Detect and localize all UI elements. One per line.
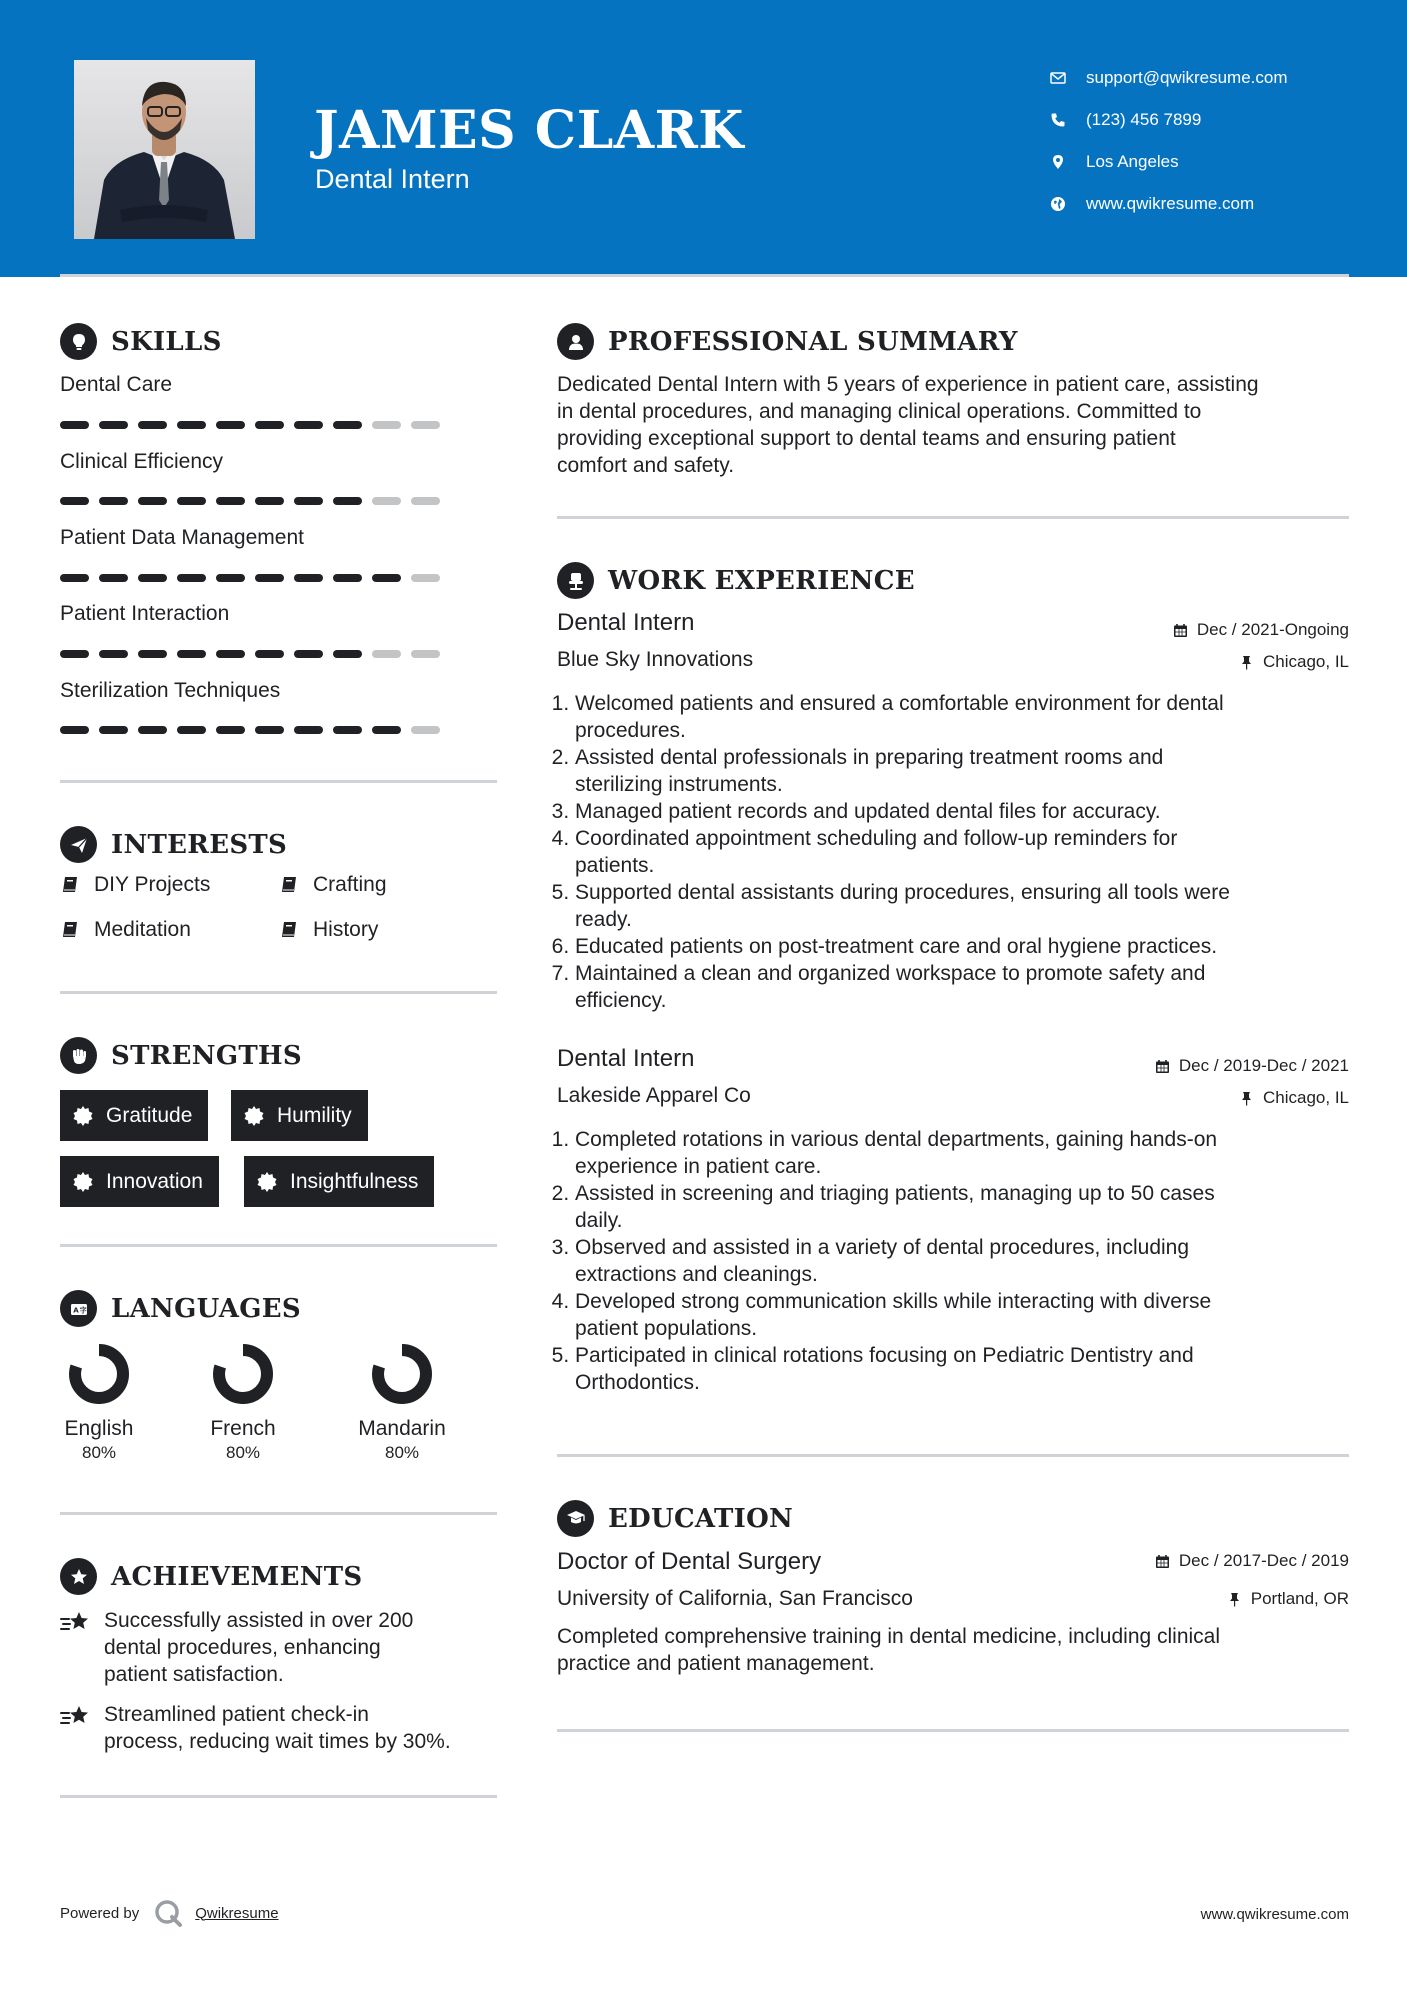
- rating-dash-filled: [138, 574, 167, 582]
- star-badge-icon: [60, 1558, 97, 1595]
- shooting-star-icon: [60, 1703, 92, 1731]
- rating-dash-filled: [138, 421, 167, 429]
- calendar-icon: [1155, 1059, 1170, 1074]
- education-dates: Dec / 2017-Dec / 2019: [1155, 1551, 1349, 1571]
- office-chair-icon: [557, 562, 594, 599]
- rating-dash-filled: [294, 726, 323, 734]
- map-pin-icon: [1050, 154, 1086, 170]
- summary-heading: [557, 323, 1018, 360]
- calendar-icon: [1155, 1554, 1170, 1569]
- achievements-heading: [60, 1558, 363, 1595]
- rating-dash-filled: [138, 497, 167, 505]
- language-item: [29, 1339, 169, 1463]
- language-progress-ring: [64, 1339, 134, 1409]
- pushpin-icon: [1239, 655, 1254, 670]
- job-dates: Dec / 2019-Dec / 2021: [1155, 1056, 1349, 1076]
- rating-dash-filled: [294, 421, 323, 429]
- languages-heading: [60, 1290, 301, 1327]
- duty-item: 3. Observed and assisted in a variety of dental procedures, including extractions and cleanings.: [575, 1234, 1347, 1288]
- job-dates: Dec / 2021-Ongoing: [1173, 620, 1349, 640]
- pushpin-icon: [1239, 1091, 1254, 1106]
- graduate-icon: [557, 1500, 594, 1537]
- duty-item: 6. Educated patients on post-treatment care and oral hygiene practices.: [575, 933, 1347, 960]
- resume-header: [0, 0, 1407, 277]
- rating-dash-filled: [294, 497, 323, 505]
- rating-dash-filled: [255, 574, 284, 582]
- section-divider: [60, 1795, 497, 1798]
- skill-name: Clinical Efficiency: [60, 450, 224, 473]
- job-title: Dental Intern: [557, 609, 695, 636]
- contact-email-text: support@qwikresume.com: [1086, 68, 1288, 87]
- language-percent: 80%: [81, 1443, 117, 1462]
- language-percent: 80%: [225, 1443, 261, 1462]
- book-icon: [279, 875, 299, 895]
- contact-phone-text: (123) 456 7899: [1086, 110, 1202, 129]
- pushpin-icon: [1227, 1592, 1242, 1607]
- languages-title: LANGUAGES: [111, 1293, 301, 1324]
- skill-rating: [60, 726, 450, 734]
- job-duties: [557, 690, 1347, 1014]
- language-name: Mandarin: [358, 1417, 446, 1440]
- duty-item: 1. Welcomed patients and ensured a comfortable environment for dental procedures.: [575, 690, 1347, 744]
- strength-chip: Insightfulness: [244, 1156, 434, 1207]
- rating-dash-empty: [411, 574, 440, 582]
- duty-item: 4. Developed strong communication skills while interacting with diverse patient populations.: [575, 1288, 1347, 1342]
- rating-dash-filled: [60, 421, 89, 429]
- calendar-icon: [1173, 623, 1188, 638]
- badge-icon: [72, 1105, 94, 1127]
- badge-icon: [243, 1105, 265, 1127]
- skill-rating: [60, 650, 450, 658]
- rating-dash-empty: [372, 421, 401, 429]
- duty-item: 5. Participated in clinical rotations focusing on Pediatric Dentistry and Orthodontics.: [575, 1342, 1347, 1396]
- rating-dash-filled: [99, 726, 128, 734]
- rating-dash-filled: [333, 497, 362, 505]
- section-divider: [557, 516, 1349, 519]
- duty-item: 7. Maintained a clean and organized workspace to promote safety and efficiency.: [575, 960, 1347, 1014]
- job-company: Blue Sky Innovations: [557, 648, 754, 671]
- powered-by-label: Powered by: [60, 1904, 140, 1922]
- rating-dash-filled: [177, 574, 206, 582]
- rating-dash-filled: [333, 421, 362, 429]
- rating-dash-filled: [99, 574, 128, 582]
- language-name: French: [210, 1417, 276, 1440]
- rating-dash-empty: [411, 726, 440, 734]
- experience-title: WORK EXPERIENCE: [608, 565, 915, 596]
- language-name: English: [64, 1417, 134, 1440]
- achievement-line: Successfully assisted in over 200: [104, 1609, 414, 1632]
- duty-item: 5. Supported dental assistants during procedures, ensuring all tools were ready.: [575, 879, 1347, 933]
- experience-heading: [557, 562, 915, 599]
- rating-dash-empty: [411, 497, 440, 505]
- job-company: Lakeside Apparel Co: [557, 1084, 751, 1107]
- education-heading: [557, 1500, 793, 1537]
- section-divider: [60, 1244, 497, 1247]
- rating-dash-filled: [372, 726, 401, 734]
- duty-item: 4. Coordinated appointment scheduling and follow-up reminders for patients.: [575, 825, 1347, 879]
- duty-item: 1. Completed rotations in various dental departments, gaining hands-on experience in patient care.: [575, 1126, 1347, 1180]
- language-progress-ring: [208, 1339, 278, 1409]
- rating-dash-filled: [177, 497, 206, 505]
- section-divider: [60, 991, 497, 994]
- book-icon: [60, 875, 80, 895]
- qwikresume-link[interactable]: Qwikresume: [195, 1904, 279, 1922]
- rating-dash-empty: [411, 421, 440, 429]
- rating-dash-filled: [138, 726, 167, 734]
- rating-dash-filled: [60, 726, 89, 734]
- rating-dash-empty: [411, 650, 440, 658]
- user-icon: [557, 323, 594, 360]
- contact-website[interactable]: [1050, 183, 1390, 225]
- rating-dash-filled: [372, 574, 401, 582]
- strength-chip: Humility: [231, 1090, 368, 1141]
- interest-item: Meditation: [60, 918, 191, 942]
- job-location: Chicago, IL: [1239, 1088, 1349, 1108]
- language-item: [332, 1339, 472, 1463]
- strength-chip: Innovation: [60, 1156, 219, 1207]
- interest-item: DIY Projects: [60, 873, 210, 897]
- globe-icon: [1050, 196, 1086, 212]
- candidate-title: Dental Intern: [315, 164, 470, 194]
- summary-text: Dedicated Dental Intern with 5 years of experience in patient care, assisting in dental procedures, and managing clinical operations. Committed to providing exceptional support to dental teams and ensuring patient comfort and safety.: [557, 373, 1259, 477]
- rating-dash-empty: [372, 497, 401, 505]
- section-divider: [557, 1454, 1349, 1457]
- translate-icon: [60, 1290, 97, 1327]
- candidate-name: JAMES CLARK: [314, 100, 745, 161]
- rating-dash-filled: [294, 650, 323, 658]
- fist-icon: [60, 1037, 97, 1074]
- footer-website[interactable]: www.qwikresume.com: [1200, 1906, 1349, 1923]
- rating-dash-empty: [372, 650, 401, 658]
- svg-text:A: A: [72, 1306, 79, 1314]
- duty-item: 2. Assisted in screening and triaging patients, managing up to 50 cases daily.: [575, 1180, 1347, 1234]
- phone-icon: [1050, 112, 1086, 128]
- rating-dash-filled: [333, 574, 362, 582]
- rating-dash-filled: [177, 650, 206, 658]
- rating-dash-filled: [60, 650, 89, 658]
- contact-location-text: Los Angeles: [1086, 152, 1179, 171]
- achievements-title: ACHIEVEMENTS: [111, 1561, 363, 1592]
- svg-text:字: 字: [79, 1306, 87, 1314]
- rating-dash-filled: [177, 421, 206, 429]
- contact-list: [1050, 57, 1390, 225]
- rating-dash-filled: [255, 421, 284, 429]
- contact-website-text: www.qwikresume.com: [1086, 194, 1255, 213]
- interests-title: INTERESTS: [111, 829, 288, 860]
- interest-item: History: [279, 918, 378, 942]
- job-title: Dental Intern: [557, 1045, 695, 1072]
- degree-title: Doctor of Dental Surgery: [557, 1548, 822, 1575]
- section-divider: [557, 1729, 1349, 1732]
- shooting-star-icon: [60, 1609, 92, 1637]
- education-title: EDUCATION: [608, 1503, 794, 1534]
- duty-item: 2. Assisted dental professionals in preparing treatment rooms and sterilizing instruments.: [575, 744, 1347, 798]
- rating-dash-filled: [216, 726, 245, 734]
- skill-name: Patient Interaction: [60, 602, 230, 625]
- skill-name: Patient Data Management: [60, 526, 304, 549]
- achievement-line: patient satisfaction.: [104, 1663, 284, 1686]
- strengths-heading: [60, 1037, 302, 1074]
- skill-rating: [60, 574, 450, 582]
- summary-title: PROFESSIONAL SUMMARY: [608, 326, 1018, 357]
- section-divider: [60, 1512, 497, 1515]
- skills-title: SKILLS: [111, 326, 222, 357]
- rating-dash-filled: [255, 497, 284, 505]
- envelope-icon: [1050, 70, 1086, 86]
- language-item: [173, 1339, 313, 1463]
- contact-location: [1050, 141, 1390, 183]
- rating-dash-filled: [99, 650, 128, 658]
- language-percent: 80%: [384, 1443, 420, 1462]
- duty-item: 3. Managed patient records and updated dental files for accuracy.: [575, 798, 1347, 825]
- interests-heading: [60, 826, 287, 863]
- skill-rating: [60, 497, 450, 505]
- rating-dash-filled: [99, 421, 128, 429]
- qwikresume-logo-icon: [153, 1898, 183, 1928]
- interest-item: Crafting: [279, 873, 387, 897]
- language-progress-ring: [367, 1339, 437, 1409]
- rating-dash-filled: [333, 726, 362, 734]
- badge-icon: [256, 1171, 278, 1193]
- rating-dash-filled: [255, 650, 284, 658]
- rating-dash-filled: [333, 650, 362, 658]
- contact-phone[interactable]: [1050, 99, 1390, 141]
- education-location: Portland, OR: [1227, 1589, 1349, 1609]
- skills-heading: [60, 323, 222, 360]
- rating-dash-filled: [138, 650, 167, 658]
- book-icon: [279, 920, 299, 940]
- strength-chip: Gratitude: [60, 1090, 208, 1141]
- skill-rating: [60, 421, 450, 429]
- profile-photo: [74, 60, 255, 239]
- section-divider: [60, 780, 497, 783]
- paper-plane-icon: [60, 826, 97, 863]
- rating-dash-filled: [60, 574, 89, 582]
- header-divider: [60, 274, 1349, 277]
- rating-dash-filled: [216, 497, 245, 505]
- footer-powered-by: [60, 1898, 279, 1928]
- school-name: University of California, San Francisco: [557, 1587, 913, 1610]
- education-description: Completed comprehensive training in dental medicine, including clinical practice and patient management.: [557, 1625, 1221, 1675]
- rating-dash-filled: [60, 497, 89, 505]
- rating-dash-filled: [255, 726, 284, 734]
- skill-name: Sterilization Techniques: [60, 679, 281, 702]
- rating-dash-filled: [216, 650, 245, 658]
- achievement-item: [60, 1607, 500, 1688]
- rating-dash-filled: [177, 726, 206, 734]
- strengths-title: STRENGTHS: [111, 1040, 302, 1071]
- lightbulb-icon: [60, 323, 97, 360]
- achievement-line: Streamlined patient check-in: [104, 1703, 369, 1726]
- contact-email[interactable]: [1050, 57, 1390, 99]
- rating-dash-filled: [216, 421, 245, 429]
- rating-dash-filled: [99, 497, 128, 505]
- rating-dash-filled: [294, 574, 323, 582]
- achievement-line: process, reducing wait times by 30%.: [104, 1730, 451, 1753]
- rating-dash-filled: [216, 574, 245, 582]
- job-duties: [557, 1126, 1347, 1396]
- job-location: Chicago, IL: [1239, 652, 1349, 672]
- skill-name: Dental Care: [60, 373, 173, 396]
- achievement-item: [60, 1701, 500, 1755]
- book-icon: [60, 920, 80, 940]
- achievement-line: dental procedures, enhancing: [104, 1636, 381, 1659]
- badge-icon: [72, 1171, 94, 1193]
